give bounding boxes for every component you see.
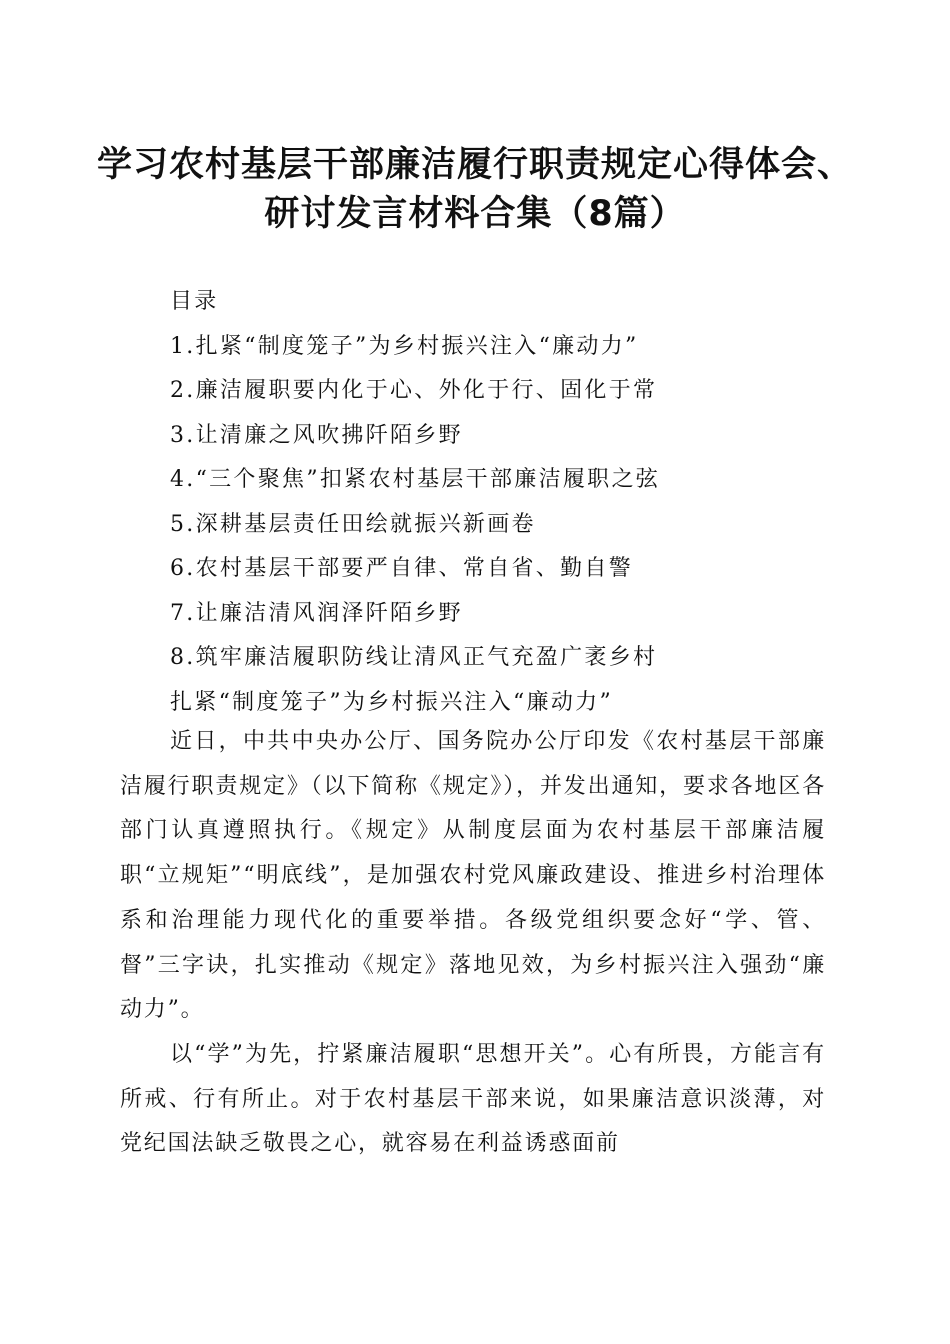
toc-item-1: 1.扎紧“制度笼子”为乡村振兴注入“廉动力”	[170, 334, 639, 359]
toc-item-5: 5.深耕基层责任田绘就振兴新画卷	[170, 512, 536, 537]
toc-item-4: 4.“三个聚焦”扣紧农村基层干部廉洁履职之弦	[170, 467, 661, 492]
toc-item-8: 8.筑牢廉洁履职防线让清风正气充盈广袤乡村	[170, 645, 658, 670]
body-paragraph-2: 以“学”为先，拧紧廉洁履职“思想开关”。心有所畏，方能言有所戒、行有所止。对于农村基层干部来说，如果廉洁意识淡薄，对党纪国法缺乏敬畏之心，就容易在利益诱惑面前	[120, 1042, 826, 1157]
toc-item-2: 2.廉洁履职要内化于心、外化于行、固化于常	[170, 378, 658, 403]
document-title-line-2: 研讨发言材料合集（8篇）	[264, 194, 686, 234]
toc-item-7: 7.让廉洁清风润泽阡陌乡野	[170, 601, 463, 626]
section-title: 扎紧“制度笼子”为乡村振兴注入“廉动力”	[170, 690, 613, 715]
body-paragraph-1: 近日，中共中央办公厅、国务院办公厅印发《农村基层干部廉洁履行职责规定》（以下简称《规定》），并发出通知，要求各地区各部门认真遵照执行。《规定》从制度层面为农村基层干部廉洁履职“立规矩”“明底线”，是加强农村党风廉政建设、推进乡村治理体系和治理能力现代化的重要举措。各级党组织要念好“学、管、督”三字诀，扎实推动《规定》落地见效，为乡村振兴注入强劲“廉动力”。	[120, 729, 826, 1023]
document-title-line-1: 学习农村基层干部廉洁履行职责规定心得体会、	[96, 145, 853, 185]
toc-item-6: 6.农村基层干部要严自律、常自省、勤自警	[170, 556, 633, 581]
toc-item-3: 3.让清廉之风吹拂阡陌乡野	[170, 423, 463, 448]
table-of-contents-heading: 目录	[170, 289, 219, 314]
